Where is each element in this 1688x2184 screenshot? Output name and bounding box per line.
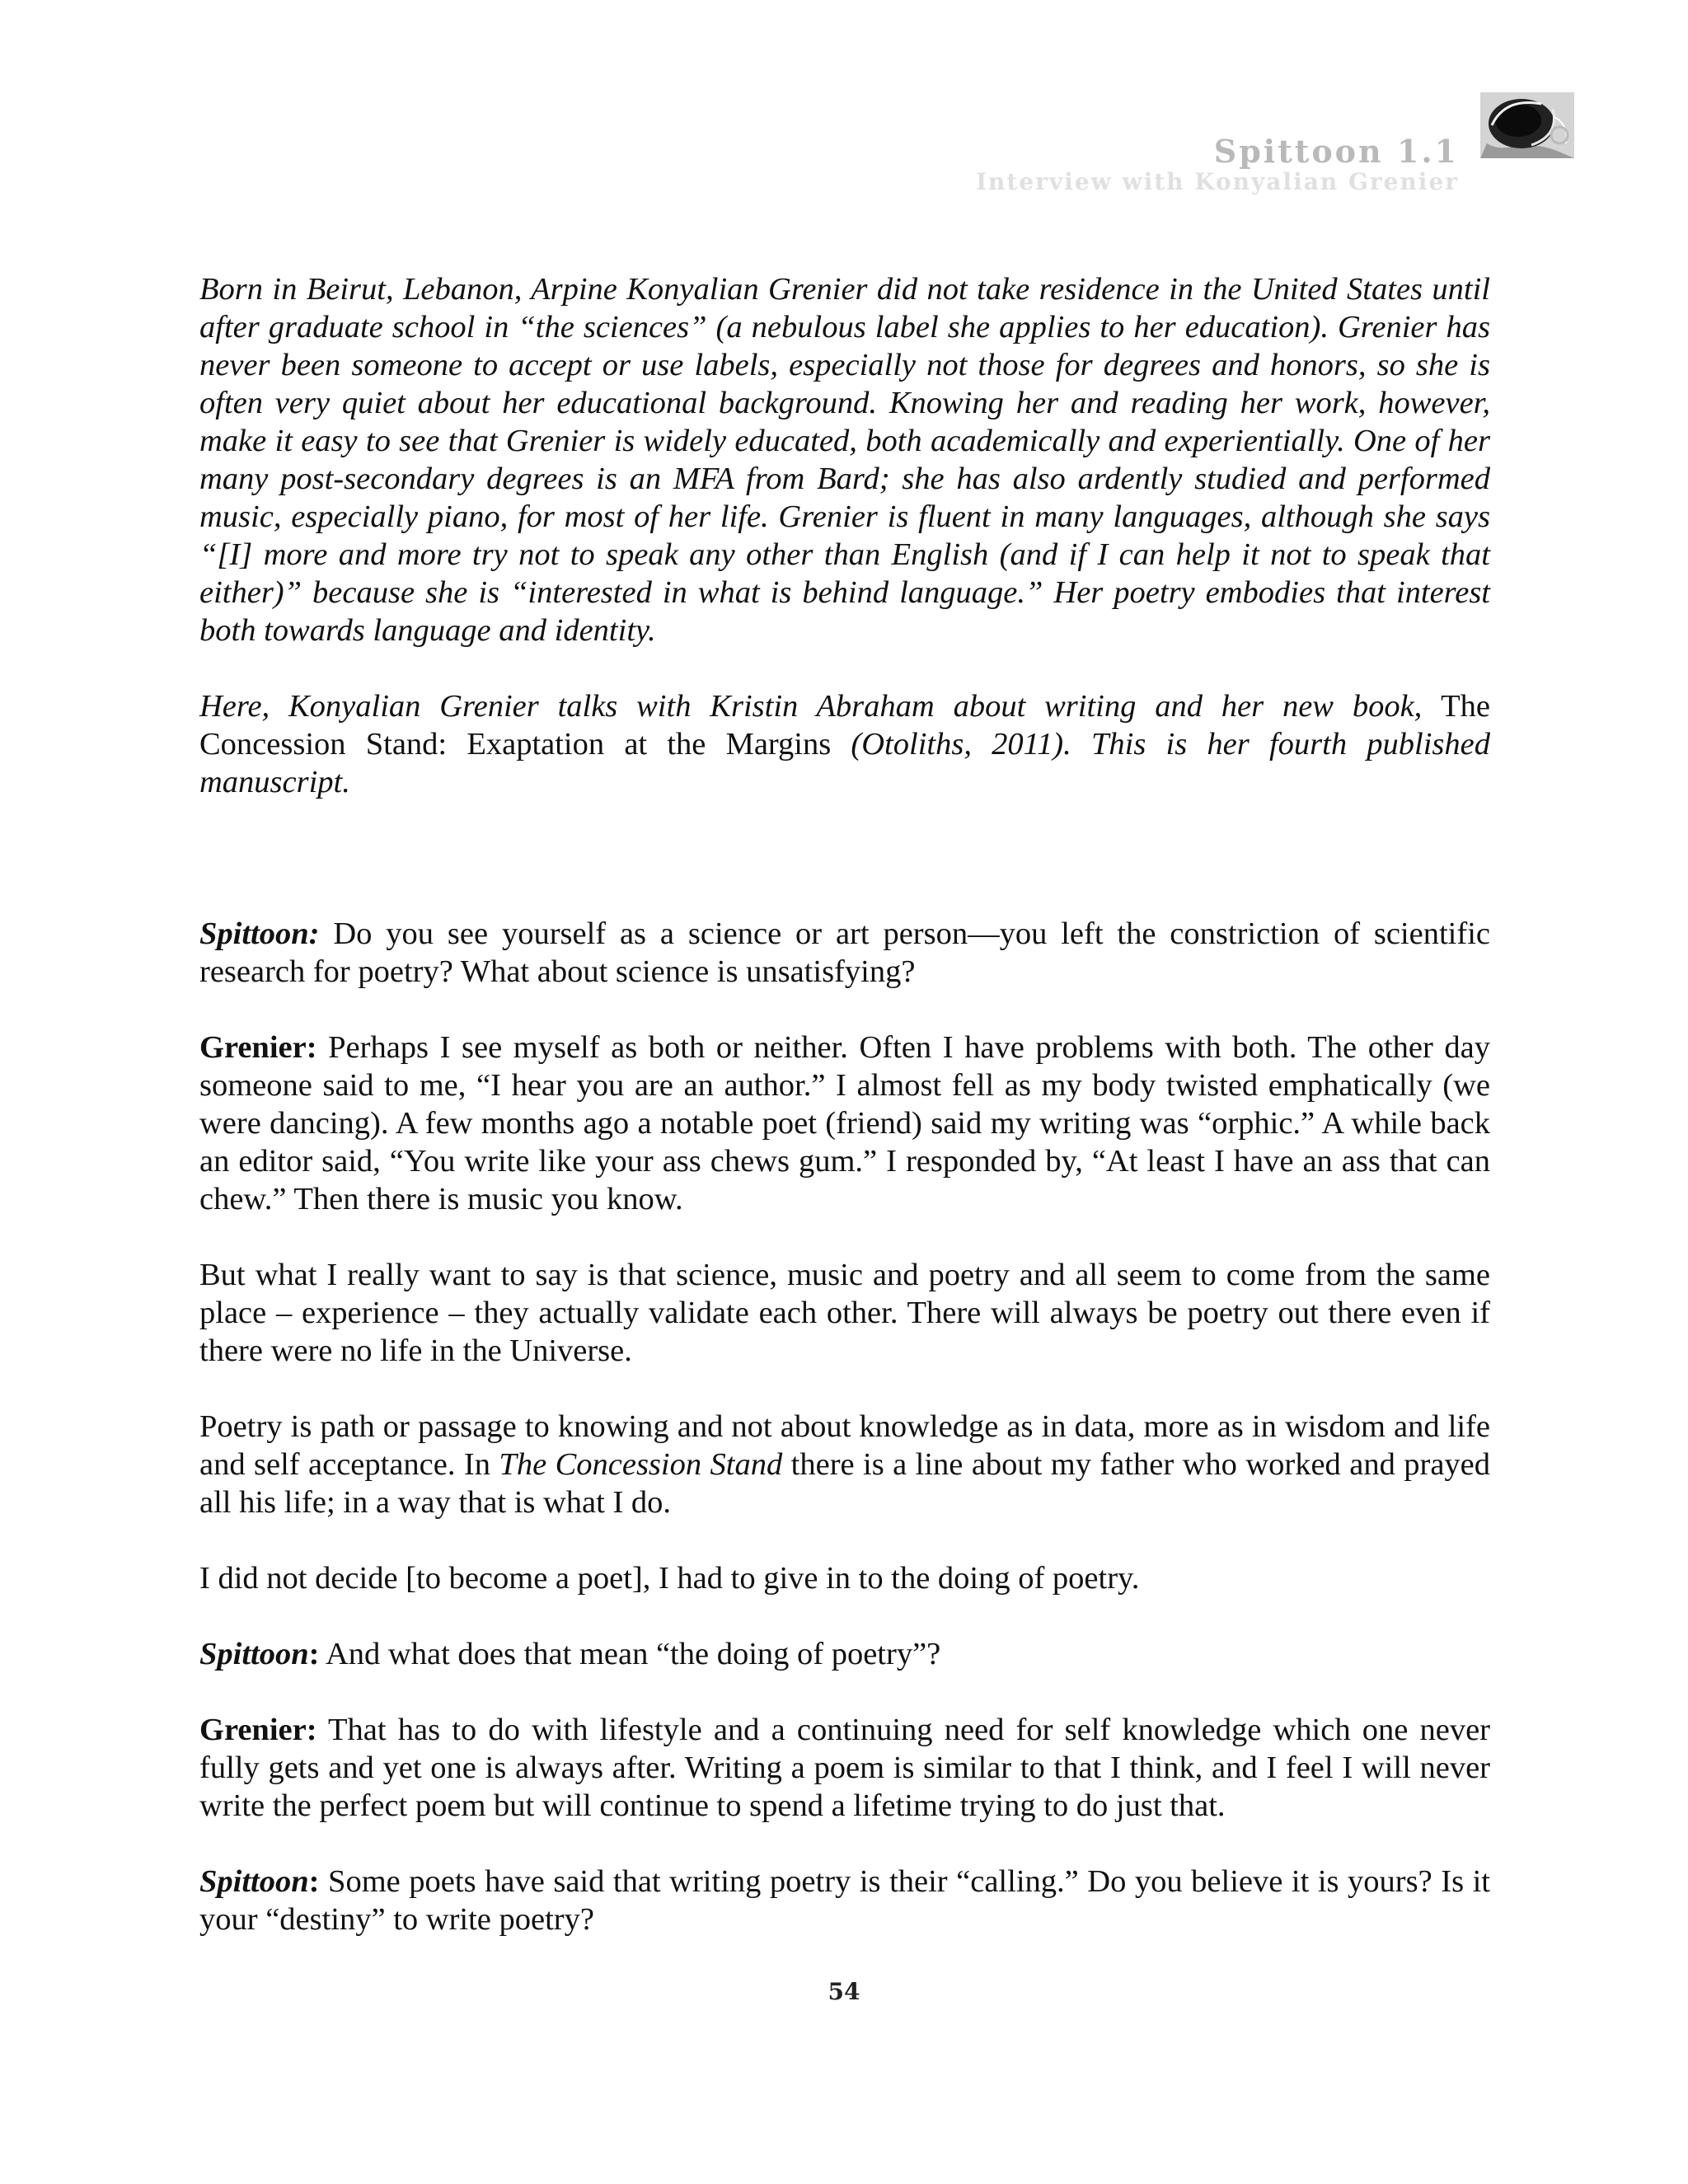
page-number: 54 <box>828 1978 860 2005</box>
question-1-text: Do you see yourself as a science or art person—you left the constriction of scientific research for poetry? What about science is unsatisfying? <box>199 916 1490 989</box>
speaker-grenier: Grenier: <box>199 1713 317 1747</box>
book-title: The Concession Stand: Exaptation at the Margins <box>199 689 1490 762</box>
question-2 <box>199 1635 1490 1673</box>
answer-2-text: That has to do with lifestyle and a continuing need for self knowledge which one never fully gets and yet one is always after. Writing a poem is similar to that I think, and I feel I will never write the perfect poem but will continue to spend a lifetime trying to do just that. <box>199 1713 1490 1823</box>
intro-paragraph-1: Born in Beirut, Lebanon, Arpine Konyalian Grenier did not take residence in the United States until after graduate school in “the sciences” (a nebulous label she applies to her education). Grenier has never been someone to accept or use labels, especially not those for degrees and honors, so she is often very quiet about her educational background. Knowing her and reading her work, however, make it easy to see that Grenier is widely educated, both academically and experientially. One of her many post-secondary degrees is an MFA from Bard; she has also ardently studied and performed music, especially piano, for most of her life. Grenier is fluent in many languages, although she says “[I] more and more try not to speak any other than English (and if I can help it not to speak that either)” because she is “interested in what is behind language.” Her poetry embodies that interest both towards language and identity. <box>199 272 1490 648</box>
speaker-spittoon: Spittoon <box>199 1864 309 1899</box>
page-header <box>742 92 1574 199</box>
answer-2 <box>199 1711 1490 1825</box>
question-1 <box>199 915 1490 991</box>
question-3 <box>199 1863 1490 1938</box>
article-subtitle: Interview with Konyalian Grenier <box>975 168 1459 195</box>
answer-1-paragraph-3 <box>199 1408 1490 1521</box>
intro-paragraph-2-tail: (Otoliths, 2011). This is her fourth published manuscript. <box>199 727 1491 799</box>
spittoon-logo-icon <box>1480 92 1574 158</box>
speaker-spittoon: Spittoon <box>199 1637 309 1671</box>
question-2-text: And what does that mean “the doing of poetry”? <box>319 1637 941 1671</box>
intro-paragraph-2 <box>199 687 1490 801</box>
speaker-spittoon: Spittoon: <box>199 916 320 951</box>
intro-paragraph-2-lead: Here, Konyalian Grenier talks with Kristin Abraham about writing and her new book, <box>199 689 1442 724</box>
speaker-colon: : <box>308 1864 320 1899</box>
header-text-block <box>976 134 1459 194</box>
speaker-grenier: Grenier: <box>199 1030 317 1065</box>
answer-1 <box>199 1029 1490 1218</box>
section-gap <box>199 839 1490 915</box>
answer-1-paragraph-4: I did not decide [to become a poet], I had to give in to the doing of poetry. <box>199 1561 1140 1596</box>
question-3-text: Some poets have said that writing poetry is their “calling.” Do you believe it is yours? Is it your “destiny” to write poetry? <box>199 1864 1490 1937</box>
answer-1-paragraph-3-lead: Poetry is path or passage to knowing and not about knowledge as in data, more as in wisdom and life and self acceptance. In <box>199 1409 1490 1482</box>
journal-title: Spittoon 1.1 <box>1213 133 1459 170</box>
answer-1-paragraph-3-tail: there is a line about my father who worked and prayed all his life; in a way that is what I do. <box>199 1447 1490 1520</box>
speaker-colon: : <box>308 1637 320 1671</box>
answer-1-paragraph-2: But what I really want to say is that science, music and poetry and all seem to come from the same place – experience – they actually validate each other. There will always be poetry out there even if there were no life in the Universe. <box>199 1258 1490 1368</box>
article-body <box>199 270 1490 1976</box>
book-title-short: The Concession Stand <box>499 1447 783 1482</box>
answer-1-text: Perhaps I see myself as both or neither. Often I have problems with both. The other day someone said to me, “I hear you are an author.” I almost fell as my body twisted emphatically (we were dancing). A few months ago a notable poet (friend) said my writing was “orphic.” A while back an editor said, “You write like your ass chews gum.” I responded by, “At least I have an ass that can chew.” Then there is music you know. <box>199 1030 1490 1216</box>
